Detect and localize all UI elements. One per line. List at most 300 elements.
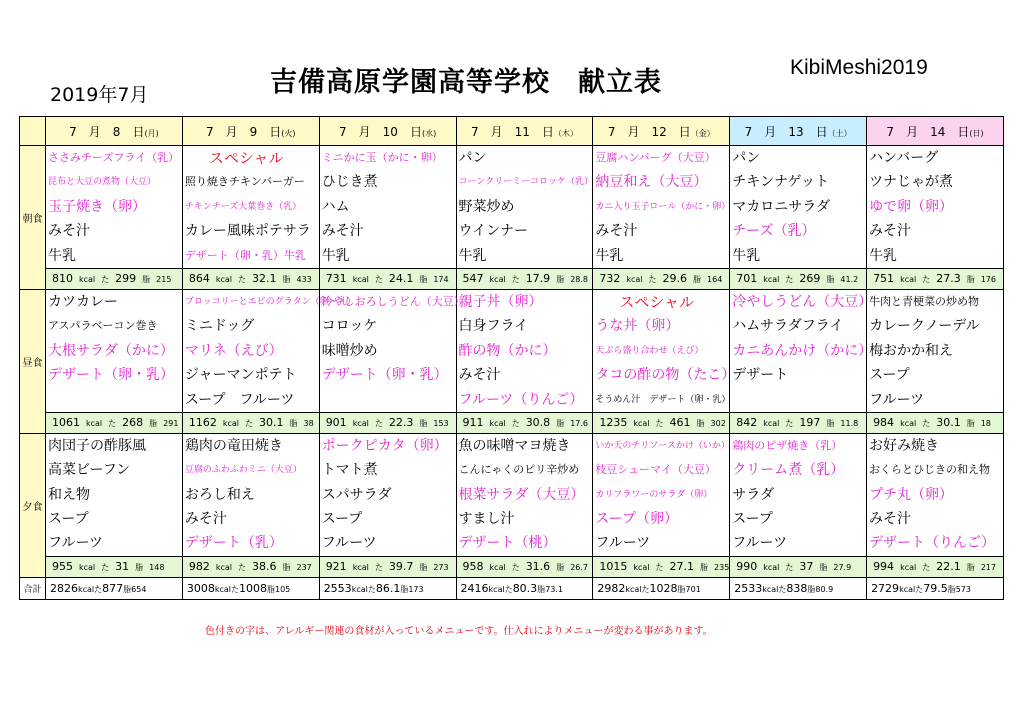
fat-label: 脂	[149, 419, 158, 429]
menu-cell	[593, 433, 730, 556]
protein-value: 461	[669, 416, 691, 430]
menu-item: 天ぷら盛り合わせ（えび）	[595, 345, 704, 356]
menu-item: ハンバーグ	[869, 150, 939, 166]
menu-item: チーズ（乳）	[732, 223, 816, 240]
fat-label: 脂	[677, 584, 686, 594]
day-header-2	[319, 117, 456, 146]
fat-value: 26.7	[570, 563, 588, 573]
total-calorie-value: 3008	[186, 581, 215, 595]
protein-label: た	[245, 419, 253, 429]
fat-label: 脂	[142, 275, 151, 285]
menu-item: ウインナー	[458, 223, 529, 240]
fat-label: 脂	[556, 419, 565, 429]
protein-label: た	[915, 584, 924, 594]
menu-item: デザート（りんご）	[869, 535, 996, 552]
total-calorie-value: 2416	[460, 581, 489, 595]
menu-cell	[319, 289, 465, 412]
kcal-unit: kcal	[222, 419, 239, 429]
menu-item: 鶏肉のピザ焼き（乳）	[732, 438, 843, 452]
day-month: 7	[339, 124, 347, 139]
calorie-cell	[593, 556, 730, 577]
menu-item: デザート（乳）	[184, 535, 283, 552]
calorie-cell	[456, 412, 593, 433]
kcal-unit: kcal	[626, 275, 643, 285]
calorie-cell	[867, 556, 1004, 577]
calorie-value: 911	[462, 416, 484, 430]
meal-row-2	[20, 433, 1004, 556]
menu-item: カレー風味ポテサラ	[184, 223, 311, 240]
calorie-cell	[46, 268, 183, 289]
kcal-unit: kcal	[625, 584, 642, 594]
fat-label: 脂	[819, 563, 828, 573]
menu-cell	[182, 433, 319, 556]
menu-cell	[730, 146, 867, 269]
menu-item: ジャーマンポテト	[184, 367, 297, 384]
calorie-value: 547	[462, 272, 484, 286]
totals-label: 合計	[20, 577, 46, 599]
menu-item: フルーツ	[869, 391, 924, 408]
menu-item: スープ フルーツ	[184, 391, 295, 408]
menu-item: ひじき煮	[321, 174, 378, 191]
calorie-value: 994	[873, 560, 895, 574]
protein-value: 39.7	[388, 560, 414, 574]
calorie-cell	[593, 412, 730, 433]
calorie-cell	[182, 268, 319, 289]
day-header-6	[867, 117, 1004, 146]
fat-label: 脂	[556, 275, 565, 285]
brand-logo-text: KibiMeshi2019	[790, 56, 928, 79]
menu-item: 牛乳	[869, 247, 898, 264]
menu-item: 梅おかか和え	[869, 342, 954, 359]
month-suffix: 月	[213, 124, 250, 139]
total-calorie-value: 2826	[50, 581, 78, 595]
menu-item: サラダ	[732, 486, 775, 503]
menu-cell	[46, 289, 183, 412]
menu-cell	[867, 433, 1004, 556]
fat-label: 脂	[282, 563, 291, 573]
fat-label: 脂	[419, 419, 428, 429]
menu-item: フルーツ	[48, 535, 103, 552]
fat-label: 脂	[556, 563, 565, 573]
calorie-cell	[730, 412, 867, 433]
menu-item: 冷やしうどん（大豆）	[732, 293, 873, 310]
menu-item: プチ丸（卵）	[869, 486, 954, 503]
protein-value: 30.1	[936, 416, 961, 430]
menu-item: 牛乳	[321, 247, 350, 264]
menu-cell	[319, 146, 456, 269]
kcal-unit: kcal	[762, 584, 779, 594]
day-weekday: （土）	[827, 128, 852, 138]
total-protein-value: 80.3	[512, 581, 538, 595]
menu-cell	[46, 146, 183, 269]
month-label: 2019年7月	[50, 84, 149, 106]
menu-item: マリネ（えび）	[184, 342, 283, 359]
menu-item: そうめん汁 デザート（卵・乳）	[595, 394, 731, 405]
calorie-value: 810	[52, 272, 73, 286]
total-fat-value: 73.1	[545, 584, 563, 594]
fat-value: 291	[163, 419, 179, 429]
menu-item: チキンナゲット	[732, 174, 829, 191]
protein-value: 268	[122, 416, 144, 430]
protein-value: 197	[799, 416, 821, 430]
menu-item: 親子丼（卵）	[458, 293, 543, 310]
calorie-value: 921	[325, 560, 347, 574]
total-fat-value: 701	[685, 584, 701, 594]
fat-label: 脂	[419, 563, 428, 573]
menu-item: デザート	[732, 367, 789, 384]
menu-item: カツカレー	[48, 293, 118, 310]
menu-item: 大根サラダ（かに）	[48, 342, 174, 359]
allergy-footnote: 色付きの字は、アレルギー関連の食材が入っているメニューです。仕入れによりメニューが変わる事があります。	[205, 626, 713, 637]
total-cell	[46, 577, 183, 599]
day-weekday: (火)	[281, 128, 296, 138]
calorie-cell	[46, 412, 183, 433]
menu-item: 魚の味噌マヨ焼き	[458, 437, 571, 454]
protein-label: た	[504, 584, 513, 594]
protein-value: 22.3	[388, 416, 414, 430]
menu-item	[732, 388, 864, 412]
day-date: 12	[651, 124, 667, 139]
kcal-unit: kcal	[214, 584, 231, 594]
kcal-unit: kcal	[763, 275, 780, 285]
protein-value: 22.1	[936, 560, 961, 574]
menu-item: 昆布と大豆の煮物（大豆）	[48, 177, 157, 188]
date-suffix: 日	[803, 124, 828, 139]
calorie-cell	[593, 268, 730, 289]
menu-item: おろし和え	[184, 486, 255, 503]
menu-item: ゆで卵（卵）	[869, 198, 954, 215]
calorie-cell	[730, 556, 867, 577]
protein-label: た	[655, 419, 664, 429]
menu-item: スープ（卵）	[595, 511, 678, 528]
menu-item: 豆腐のふわふわミニ（大豆）	[184, 465, 302, 476]
menu-item: コロッケ	[321, 318, 378, 335]
protein-label: た	[374, 419, 383, 429]
day-weekday: (水)	[421, 128, 437, 138]
calorie-cell	[182, 412, 319, 433]
month-suffix: 月	[478, 124, 515, 139]
protein-value: 17.9	[525, 272, 551, 286]
calorie-value: 701	[736, 272, 758, 286]
fat-label: 脂	[537, 584, 546, 594]
total-fat-value: 80.9	[815, 584, 834, 594]
fat-value: 17.6	[570, 419, 588, 429]
menu-item: フルーツ	[595, 535, 651, 552]
day-month: 7	[470, 124, 479, 139]
menu-item: ミニかに玉（かに・卵）	[321, 151, 443, 164]
day-month: 7	[886, 124, 895, 139]
menu-item: 牛乳	[48, 247, 76, 264]
menu-item: 枝豆シューマイ（大豆）	[595, 463, 716, 477]
protein-label: た	[238, 563, 246, 573]
day-weekday: (月)	[144, 128, 159, 138]
kcal-unit: kcal	[763, 563, 780, 573]
protein-label: た	[511, 419, 520, 429]
kcal-unit: kcal	[489, 275, 506, 285]
total-calorie-value: 2982	[597, 581, 626, 595]
total-protein-value: 86.1	[375, 581, 401, 595]
total-fat-value: 173	[408, 584, 424, 594]
protein-value: 30.8	[525, 416, 551, 430]
kcal-unit: kcal	[489, 563, 506, 573]
menu-item: ツナじゃが煮	[869, 174, 954, 191]
kcal-unit: kcal	[78, 584, 95, 594]
menu-item: 牛肉と青梗菜の炒め物	[869, 294, 980, 308]
menu-item: クリーム煮（乳）	[732, 462, 845, 479]
menu-item: 根菜サラダ（大豆）	[458, 486, 585, 503]
fat-label: 脂	[267, 584, 275, 594]
kcal-unit: kcal	[900, 563, 917, 573]
fat-value: 174	[433, 275, 449, 285]
fat-label: 脂	[807, 584, 816, 594]
fat-value: 153	[433, 419, 449, 429]
meal-row-1	[20, 289, 1004, 412]
menu-item: 野菜炒め	[458, 198, 515, 215]
menu-item: みそ汁	[48, 223, 90, 240]
fat-label: 脂	[966, 275, 975, 285]
menu-item: 高菜ビーフン	[48, 462, 131, 479]
protein-label: た	[785, 563, 794, 573]
fat-value: 164	[707, 275, 723, 285]
total-fat-value: 654	[131, 584, 147, 594]
fat-value: 302	[710, 419, 726, 429]
menu-item: 牛乳	[595, 247, 624, 264]
calorie-value: 864	[188, 272, 210, 286]
fat-value: 38	[303, 419, 314, 429]
day-date: 10	[382, 124, 398, 139]
calorie-value: 842	[736, 416, 758, 430]
total-protein-value: 877	[102, 581, 124, 595]
kcal-unit: kcal	[79, 563, 96, 573]
menu-item: スパサラダ	[321, 486, 392, 503]
menu-cell	[593, 289, 736, 412]
menu-cell	[730, 289, 873, 412]
menu-item: みそ汁	[869, 223, 912, 240]
fat-value: 217	[980, 563, 996, 573]
calorie-cell	[319, 268, 456, 289]
menu-item: スペシャル	[208, 149, 284, 167]
menu-item: うな丼（卵）	[595, 318, 680, 335]
meal-label: 夕食	[20, 433, 46, 577]
menu-item: 豆腐ハンバーグ（大豆）	[595, 151, 716, 164]
protein-label: た	[785, 275, 794, 285]
menu-item: お好み焼き	[869, 437, 940, 454]
fat-value: 41.2	[840, 275, 859, 285]
menu-item: 白身フライ	[458, 318, 529, 335]
protein-value: 32.1	[252, 272, 277, 286]
calorie-value: 751	[873, 272, 895, 286]
menu-item: スープ	[321, 511, 363, 528]
date-suffix: 日	[257, 124, 282, 139]
protein-value: 29.6	[662, 272, 688, 286]
kcal-unit: kcal	[488, 584, 505, 594]
menu-item: デザート（桃）	[458, 535, 557, 552]
protein-value: 24.1	[388, 272, 414, 286]
kcal-unit: kcal	[352, 419, 369, 429]
day-date: 9	[249, 124, 258, 139]
menu-cell	[867, 146, 1004, 269]
fat-label: 脂	[419, 275, 428, 285]
month-suffix: 月	[752, 124, 789, 139]
menu-item: フルーツ	[321, 535, 377, 552]
calorie-value: 901	[325, 416, 347, 430]
protein-value: 30.1	[259, 416, 284, 430]
menu-item: コーンクリーミーコロッケ（乳）	[458, 177, 593, 188]
menu-cell	[46, 433, 183, 556]
menu-item: カレークノーデル	[869, 318, 980, 335]
menu-item: みそ汁	[595, 223, 638, 240]
protein-label: た	[922, 275, 931, 285]
protein-label: た	[231, 584, 239, 594]
menu-item: ささみチーズフライ（乳）	[48, 151, 180, 164]
kcal-unit: kcal	[352, 563, 369, 573]
menu-item: カニ入り玉子ロール（かに・卵）	[595, 201, 731, 212]
kcal-unit: kcal	[633, 563, 650, 573]
total-protein-value: 1008	[239, 581, 267, 595]
menu-cell	[867, 289, 1004, 412]
protein-value: 31.6	[525, 560, 551, 574]
total-fat-value: 573	[955, 584, 971, 594]
menu-table	[19, 116, 1004, 600]
fat-value: 273	[433, 563, 449, 573]
menu-item: ミニドッグ	[184, 318, 255, 335]
total-calorie-value: 2553	[323, 581, 352, 595]
protein-value: 38.6	[252, 560, 277, 574]
menu-item: 肉団子の酢豚風	[48, 437, 146, 454]
menu-item: みそ汁	[869, 511, 912, 528]
protein-label: た	[511, 275, 520, 285]
kcal-unit: kcal	[763, 419, 780, 429]
menu-item: トマト煮	[321, 462, 378, 479]
menu-item: ハム	[321, 198, 350, 215]
day-header-0	[46, 117, 183, 146]
day-date: 11	[514, 124, 530, 139]
total-protein-value: 1028	[649, 581, 678, 595]
total-cell	[456, 577, 593, 599]
menu-item: 納豆和え（大豆）	[595, 174, 708, 191]
menu-cell	[319, 433, 456, 556]
meal-label: 昼食	[20, 289, 46, 433]
fat-value: 433	[296, 275, 312, 285]
month-suffix: 月	[76, 124, 113, 139]
day-date: 14	[930, 124, 946, 139]
fat-label: 脂	[693, 275, 702, 285]
protein-label: た	[238, 275, 246, 285]
kcal-unit: kcal	[900, 275, 917, 285]
menu-item: フルーツ	[732, 535, 788, 552]
kcal-unit: kcal	[899, 584, 916, 594]
kcal-unit: kcal	[86, 419, 103, 429]
fat-value: 27.9	[833, 563, 852, 573]
day-header-5	[730, 117, 867, 146]
date-suffix: 日	[120, 124, 145, 139]
calorie-value: 1015	[599, 560, 628, 574]
meal-row-0	[20, 146, 1004, 269]
calorie-value: 731	[325, 272, 347, 286]
protein-label: た	[648, 275, 657, 285]
kcal-unit: kcal	[900, 419, 917, 429]
day-weekday: （金）	[690, 128, 715, 138]
menu-item: おくらとひじきの和え物	[869, 463, 991, 477]
fat-label: 脂	[123, 584, 132, 594]
menu-item: スープ	[869, 367, 910, 384]
day-month: 7	[205, 124, 214, 139]
calorie-value: 1235	[599, 416, 628, 430]
menu-item	[48, 388, 180, 412]
calorie-cell	[456, 556, 593, 577]
date-suffix: 日	[945, 124, 970, 139]
menu-item: チキンチーズ大葉巻き（乳）	[184, 201, 302, 212]
calorie-cell	[319, 556, 456, 577]
date-suffix: 日	[529, 124, 554, 139]
kcal-unit: kcal	[489, 419, 506, 429]
menu-item: パン	[732, 150, 761, 166]
menu-item: 味噌炒め	[321, 342, 378, 359]
kcal-unit: kcal	[215, 563, 232, 573]
total-calorie-value: 2729	[871, 581, 900, 595]
menu-item: カリフラワーのサラダ（卵）	[595, 489, 713, 500]
calorie-value: 955	[52, 560, 73, 574]
kcal-unit: kcal	[352, 275, 369, 285]
total-cell	[730, 577, 867, 599]
calorie-cell	[46, 556, 183, 577]
calorie-row-2	[20, 556, 1004, 577]
protein-label: た	[778, 584, 787, 594]
menu-cell	[730, 433, 867, 556]
total-cell	[319, 577, 456, 599]
month-suffix: 月	[615, 124, 652, 139]
menu-item: アスパラベーコン巻き	[48, 319, 158, 333]
calorie-cell	[730, 268, 867, 289]
date-suffix: 日	[666, 124, 691, 139]
menu-cell	[593, 146, 730, 269]
menu-item: 牛乳	[458, 247, 487, 264]
menu-item: 鶏肉の竜田焼き	[184, 437, 283, 454]
calorie-cell	[867, 412, 1004, 433]
menu-item: デザート（卵・乳）	[48, 367, 174, 384]
fat-label: 脂	[400, 584, 409, 594]
menu-item: ブロッコリーとエビのグラタン（卵・乳）	[184, 296, 356, 307]
totals-row	[20, 577, 1004, 599]
fat-label: 脂	[135, 563, 144, 573]
menu-cell	[456, 146, 593, 269]
protein-label: た	[511, 563, 520, 573]
calorie-value: 958	[462, 560, 484, 574]
fat-label: 脂	[966, 563, 975, 573]
day-month: 7	[744, 124, 753, 139]
protein-label: た	[367, 584, 376, 594]
menu-item: 冷やしおろしうどん（大豆）	[321, 294, 465, 308]
total-fat-value: 105	[275, 584, 291, 594]
menu-item: スペシャル	[619, 292, 695, 311]
menu-item: スープ	[48, 511, 89, 528]
total-cell	[182, 577, 319, 599]
calorie-cell	[319, 412, 456, 433]
day-header-4	[593, 117, 730, 146]
day-month: 7	[69, 124, 77, 139]
protein-label: た	[922, 563, 931, 573]
calorie-value: 982	[188, 560, 210, 574]
menu-item: デザート（卵・乳）	[321, 367, 448, 384]
calorie-value: 984	[873, 416, 895, 430]
calorie-value: 1061	[52, 416, 80, 430]
calorie-cell	[182, 556, 319, 577]
fat-value: 237	[296, 563, 312, 573]
calorie-value: 732	[599, 272, 621, 286]
day-header-row	[20, 117, 1004, 146]
menu-item: みそ汁	[184, 511, 227, 528]
header-corner	[20, 117, 46, 146]
